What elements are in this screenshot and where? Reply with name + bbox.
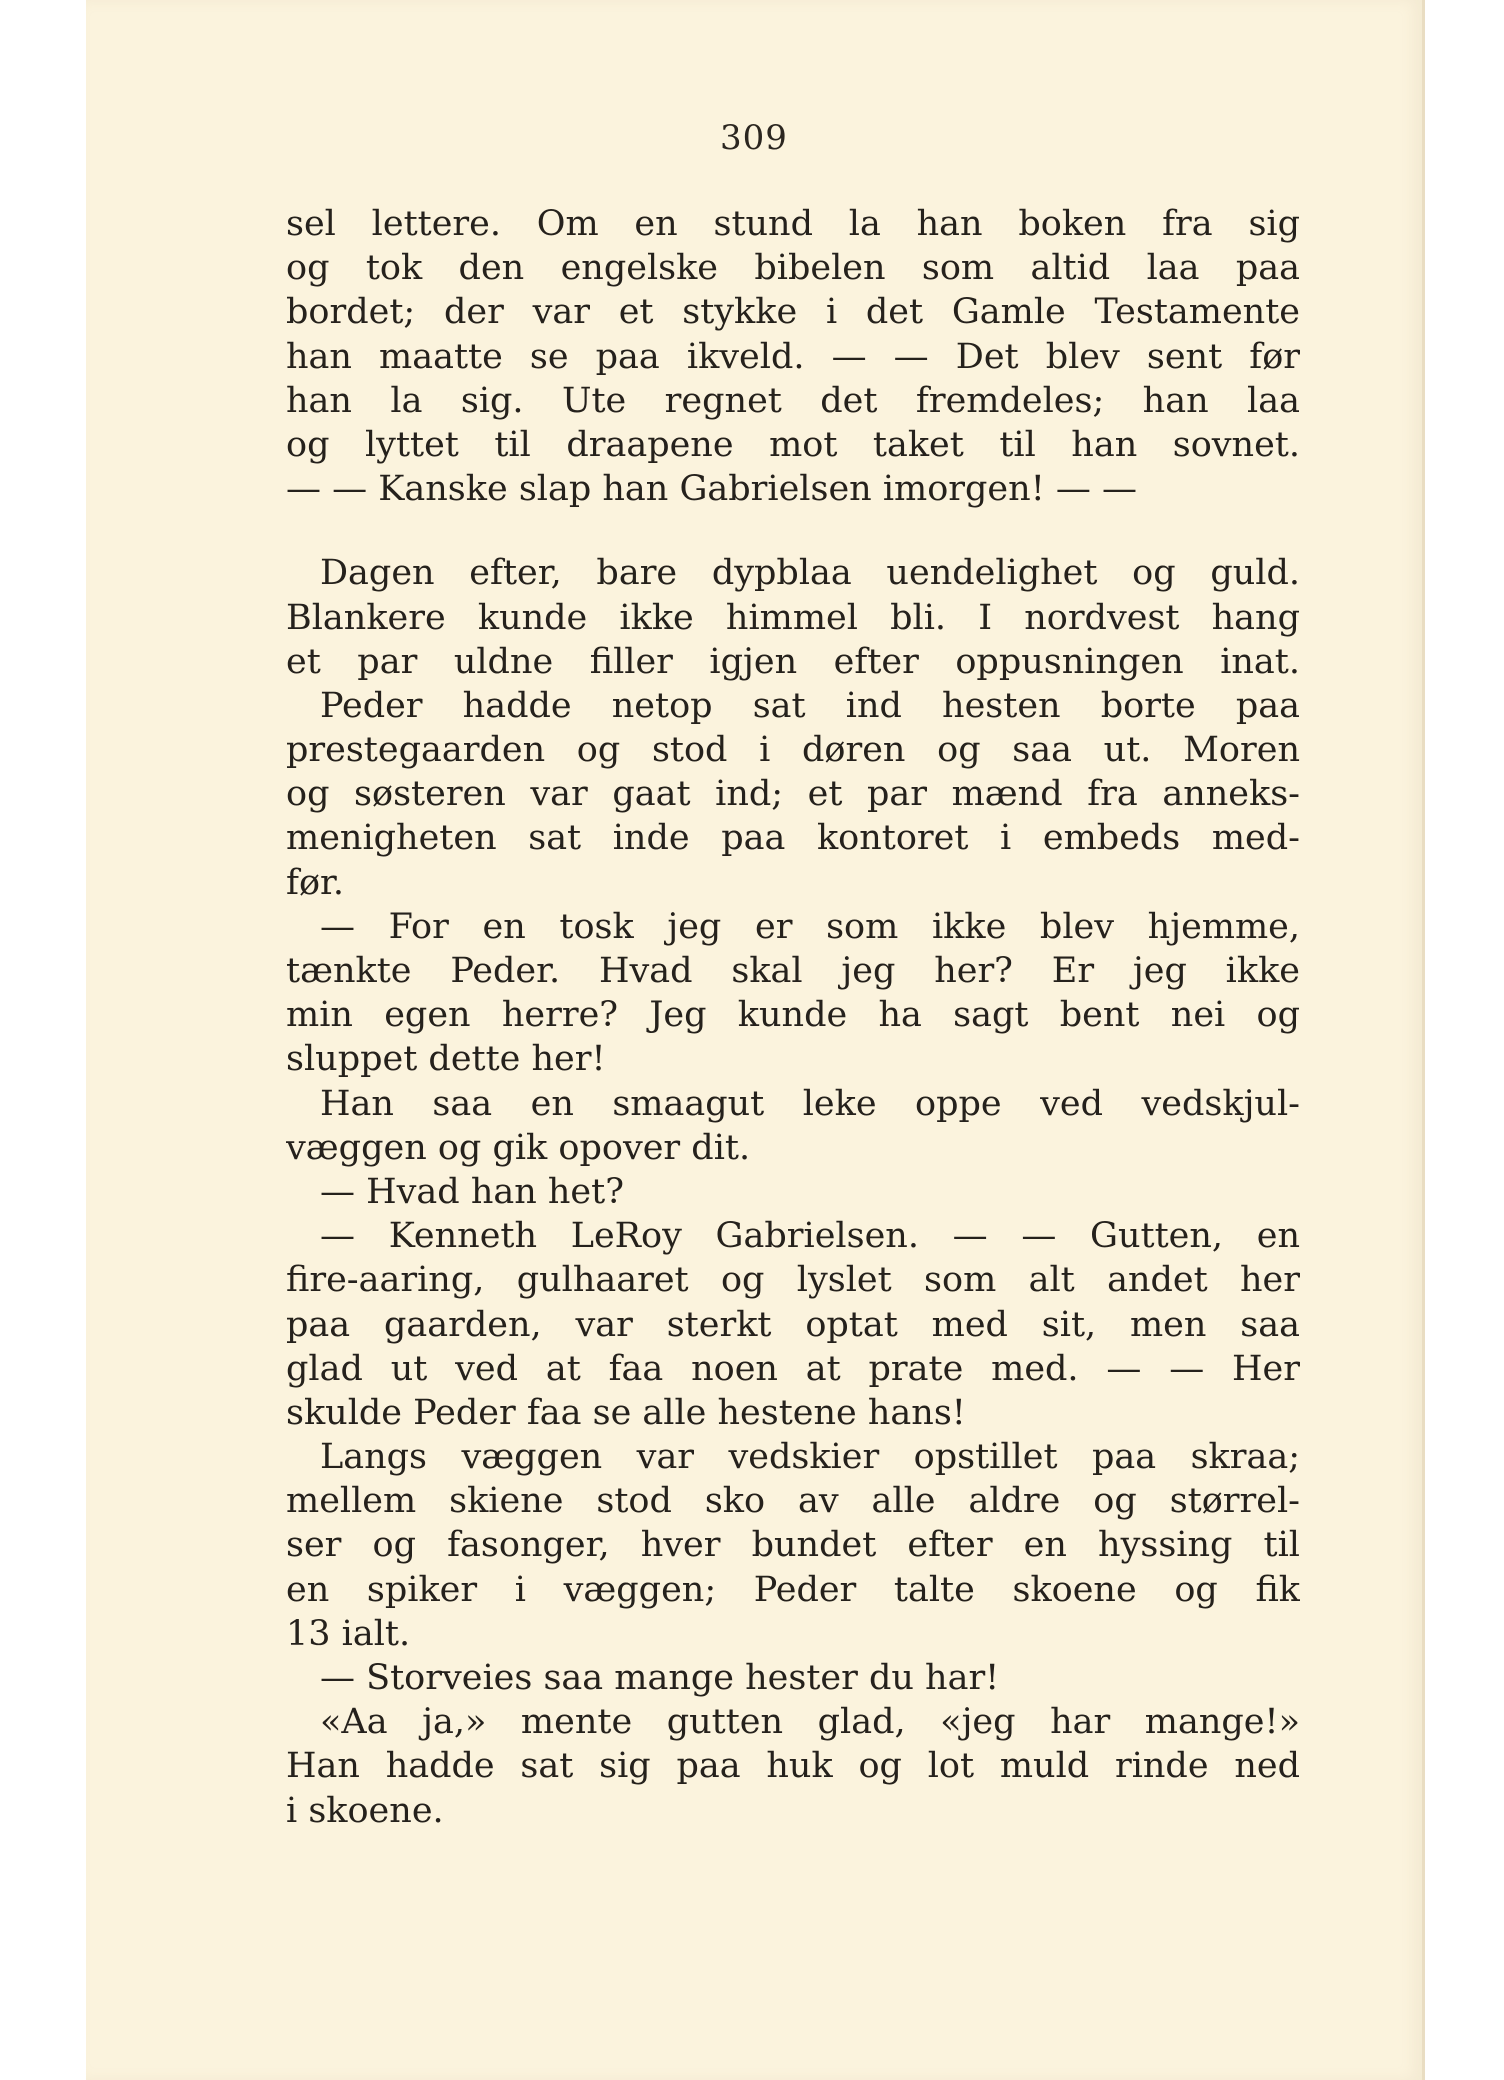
text-line: mellem skiene stod sko av alle aldre og størrel- [286, 1481, 1300, 1522]
text-line: «Aa ja,» mente gutten glad, «jeg har mange!» [320, 1702, 1300, 1743]
page-number: 309 [720, 118, 788, 158]
text-line: og søsteren var gaat ind; et par mænd fra anneks- [286, 774, 1300, 815]
text-line: 13 ialt. [286, 1613, 411, 1654]
text-line: — For en tosk jeg er som ikke blev hjemme, [320, 906, 1300, 947]
text-line: Langs væggen var vedskier opstillet paa skraa; [320, 1437, 1300, 1478]
text-line: glad ut ved at faa noen at prate med. — — Her [286, 1348, 1300, 1389]
text-line: og lyttet til draapene mot taket til han sovnet. [286, 424, 1300, 465]
text-line: — Storveies saa mange hester du har! [320, 1658, 1000, 1698]
paragraph-gap [286, 511, 1300, 551]
text-line: skulde Peder faa se alle hestene hans! [286, 1392, 966, 1433]
text-line: menigheten sat inde paa kontoret i embeds med- [286, 818, 1300, 859]
text-line: sel lettere. Om en stund la han boken fra sig [286, 204, 1300, 244]
text-line: og tok den engelske bibelen som altid laa paa [286, 248, 1300, 289]
text-line: Peder hadde netop sat ind hesten borte paa [320, 685, 1300, 726]
text-line: et par uldne filler igjen efter oppusningen inat. [286, 641, 1300, 682]
text-line: min egen herre? Jeg kunde ha sagt bent nei og [286, 995, 1300, 1036]
text-line: Blankere kunde ikke himmel bli. I nordvest hang [286, 597, 1300, 638]
text-line: paa gaarden, var sterkt optat med sit, men saa [286, 1304, 1300, 1345]
text-line: — — Kanske slap han Gabrielsen imorgen! — — [286, 469, 1138, 510]
text-line: Han hadde sat sig paa huk og lot muld rinde ned [286, 1746, 1300, 1787]
text-line: en spiker i væggen; Peder talte skoene og fik [286, 1569, 1300, 1610]
text-line: sluppet dette her! [286, 1039, 606, 1080]
text-line: han maatte se paa ikveld. — — Det blev sent før [286, 336, 1300, 377]
text-line: Han saa en smaagut leke oppe ved vedskjul- [320, 1083, 1300, 1124]
text-line: — Hvad han het? [320, 1171, 624, 1212]
text-line: fire-aaring, gulhaaret og lyslet som alt andet her [286, 1260, 1300, 1301]
text-line: prestegaarden og stod i døren og saa ut. Moren [286, 730, 1300, 771]
text-line: Dagen efter, bare dypblaa uendelighet og guld. [320, 553, 1300, 594]
text-line: — Kenneth LeRoy Gabrielsen. — — Gutten, en [320, 1216, 1300, 1257]
text-line: før. [286, 862, 345, 903]
text-line: bordet; der var et stykke i det Gamle Testamente [286, 292, 1300, 333]
text-line: i skoene. [286, 1790, 444, 1831]
text-line: han la sig. Ute regnet det fremdeles; han laa [286, 380, 1300, 421]
book-page [86, 0, 1425, 2080]
text-line: tænkte Peder. Hvad skal jeg her? Er jeg ikke [286, 951, 1300, 991]
text-line: væggen og gik opover dit. [286, 1127, 751, 1168]
text-line: ser og fasonger, hver bundet efter en hyssing til [286, 1525, 1300, 1566]
body-text [286, 202, 1300, 1833]
